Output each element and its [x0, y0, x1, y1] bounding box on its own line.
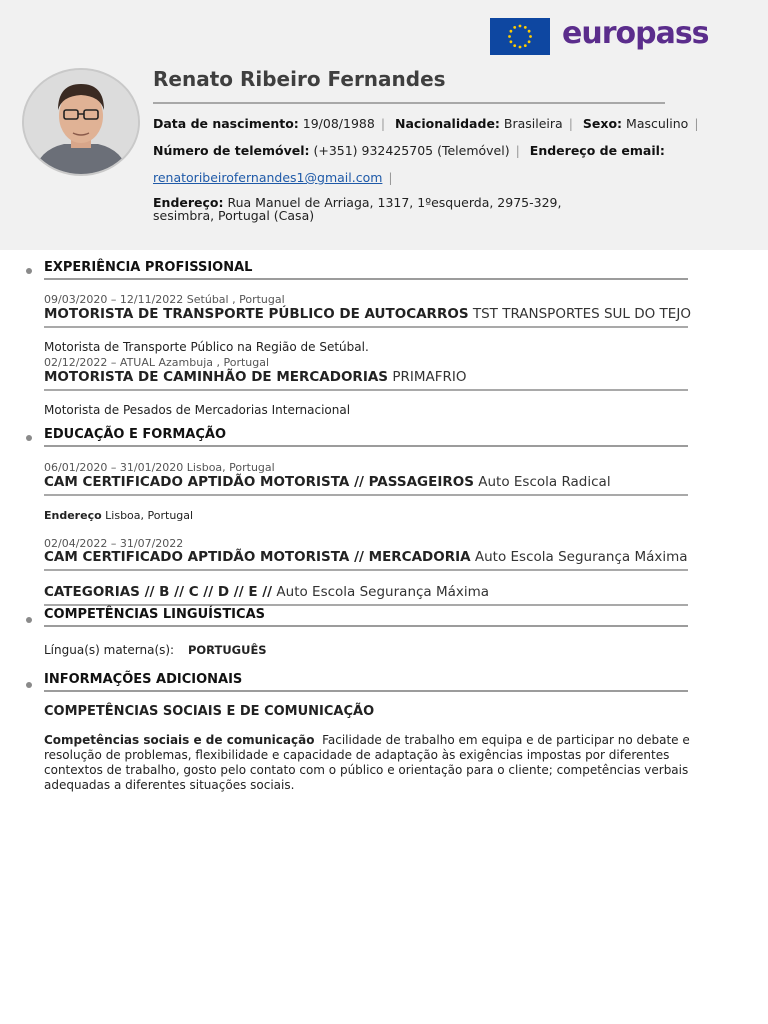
personal-info-line-2 [153, 143, 665, 158]
education-meta: 02/04/2022 – 31/07/2022 [44, 537, 184, 550]
personal-info-line-1 [153, 116, 705, 131]
education-role: CATEGORIAS // B // C // D // E // [44, 584, 273, 600]
section-bullet [26, 268, 32, 274]
separator: | [388, 170, 393, 185]
job-role: MOTORISTA DE CAMINHÃO DE MERCADORIAS [44, 369, 389, 385]
email-link[interactable]: renatoribeirofernandes1@gmail.com [153, 170, 383, 185]
avatar [22, 68, 140, 176]
birth-label: Data de nascimento: [153, 116, 299, 131]
address [153, 196, 623, 222]
education-address [44, 509, 193, 522]
education-address-label: Endereço [44, 509, 102, 522]
social-skills-label: Competências sociais e de comunicação [44, 733, 315, 747]
mother-tongue-label: Língua(s) materna(s): [44, 643, 175, 657]
section-title: EXPERIÊNCIA PROFISSIONAL [44, 260, 688, 280]
person-name: Renato Ribeiro Fernandes [153, 67, 446, 91]
address-label: Endereço: [153, 195, 224, 210]
mother-tongue [44, 643, 267, 657]
job-employer: TST TRANSPORTES SUL DO TEJO [472, 306, 691, 322]
job-role: MOTORISTA DE TRANSPORTE PÚBLICO DE AUTOCARROS [44, 306, 469, 322]
job-employer: PRIMAFRIO [392, 369, 467, 385]
subsection-title: COMPETÊNCIAS SOCIAIS E DE COMUNICAÇÃO [44, 704, 375, 719]
section-bullet [26, 435, 32, 441]
separator: | [515, 143, 520, 158]
section-additional [44, 672, 688, 692]
section-bullet [26, 682, 32, 688]
personal-info-line-3 [153, 170, 399, 185]
education-school: Auto Escola Segurança Máxima [276, 584, 490, 600]
job-meta: 02/12/2022 – ATUAL Azambuja , Portugal [44, 356, 270, 369]
job-description: Motorista de Transporte Público na Região de Setúbal. [44, 340, 369, 354]
education-school: Auto Escola Radical [478, 474, 611, 490]
section-experience [44, 260, 688, 280]
education-school: Auto Escola Segurança Máxima [474, 549, 688, 565]
social-skills-text: Facilidade de trabalho em equipa e de participar no debate e resolução de problemas, flexibilidade e capacidade de adaptação às exigências impostas por diferentes contextos de trabalho, gosto pelo contato com o público e orientação para o cliente; competências verbais adequadas a diferentes situações sociais. [44, 733, 690, 792]
social-skills-paragraph [44, 733, 696, 793]
birth-value: 19/08/1988 [302, 116, 375, 131]
section-education [44, 427, 688, 447]
job-description: Motorista de Pesados de Mercadorias Internacional [44, 403, 351, 417]
section-title: INFORMAÇÕES ADICIONAIS [44, 672, 688, 692]
mother-tongue-value: PORTUGUÊS [187, 643, 267, 657]
education-meta: 06/01/2020 – 31/01/2020 Lisboa, Portugal [44, 461, 275, 474]
education-title [44, 584, 688, 606]
section-bullet [26, 617, 32, 623]
divider [153, 102, 665, 104]
separator: | [694, 116, 699, 131]
section-title: COMPETÊNCIAS LINGUÍSTICAS [44, 607, 688, 627]
phone-value: (+351) 932425705 (Telemóvel) [313, 143, 510, 158]
email-label: Endereço de email: [529, 143, 665, 158]
nationality-value: Brasileira [503, 116, 563, 131]
phone-label: Número de telemóvel: [153, 143, 310, 158]
sex-value: Masculino [626, 116, 689, 131]
job-title [44, 369, 688, 391]
address-value: Rua Manuel de Arriaga, 1317, 1ºesquerda, 2975-329, sesimbra, Portugal (Casa) [153, 195, 562, 223]
education-role: CAM CERTIFICADO APTIDÃO MOTORISTA // PASSAGEIROS [44, 474, 474, 490]
separator: | [568, 116, 573, 131]
job-meta: 09/03/2020 – 12/11/2022 Setúbal , Portugal [44, 293, 285, 306]
eu-flag-icon [490, 18, 550, 55]
education-role: CAM CERTIFICADO APTIDÃO MOTORISTA // MERCADORIA [44, 549, 471, 565]
education-title [44, 474, 688, 496]
section-title: EDUCAÇÃO E FORMAÇÃO [44, 427, 688, 447]
separator: | [380, 116, 386, 131]
section-languages [44, 607, 688, 627]
nationality-label: Nacionalidade: [395, 116, 500, 131]
brand-logo: europass [562, 16, 709, 51]
sex-label: Sexo: [582, 116, 623, 131]
job-title [44, 306, 691, 328]
education-address-value: Lisboa, Portugal [105, 509, 194, 522]
education-title [44, 549, 688, 571]
